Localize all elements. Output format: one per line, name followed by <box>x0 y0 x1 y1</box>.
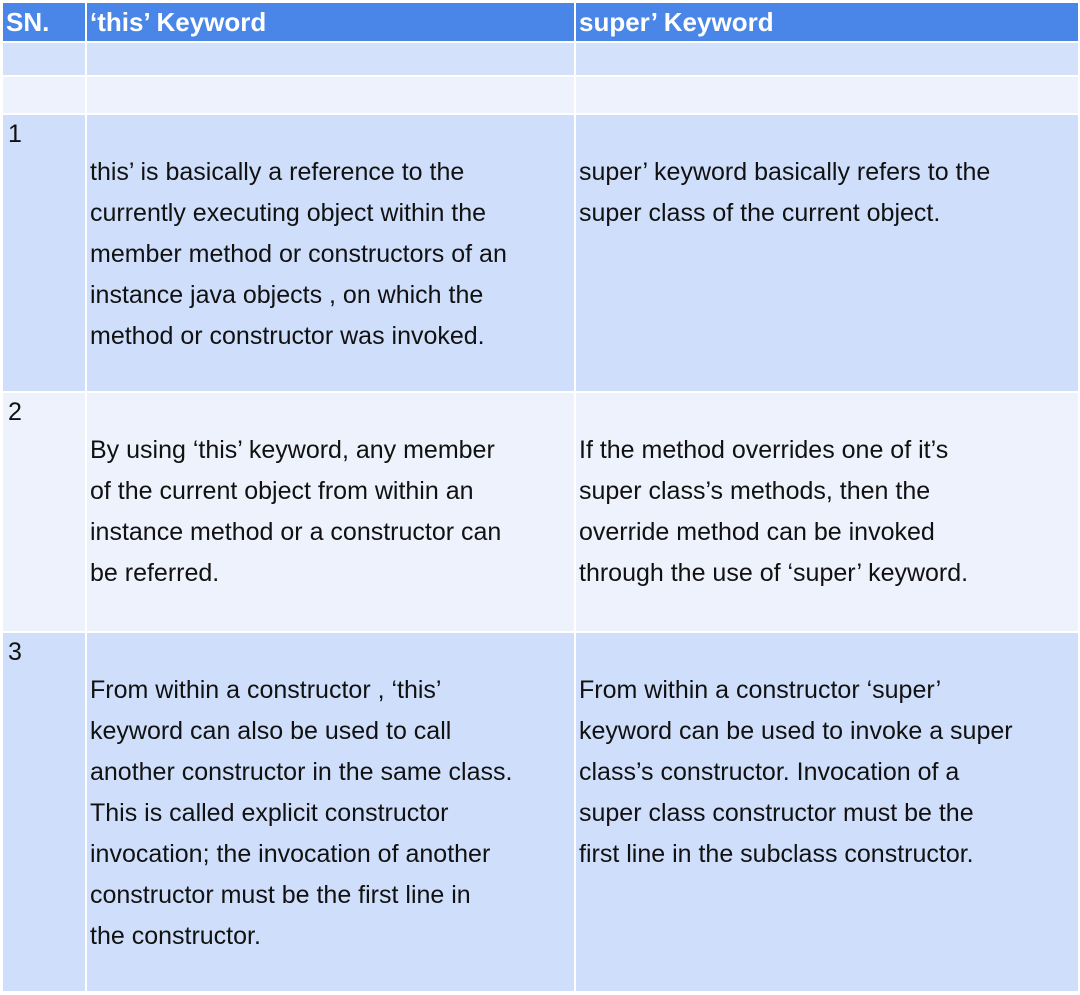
comparison-table <box>3 3 1074 991</box>
row-3-this-text: From within a constructor , ‘this’ keyword can also be used to call another constructor in the same class. This is called explicit constructor invocation; the invocation of another constructor must be the first line in the constructor. <box>90 676 513 950</box>
row-3-super-text: From within a constructor ‘super’ keyword can be used to invoke a super class’s constructor. Invocation of a super class constructor must be the first line in the subclass constructor. <box>579 676 1013 868</box>
row-2-this-text: By using ‘this’ keyword, any member of the current object from within an instance method or a constructor can be referred. <box>90 436 502 587</box>
row-1-this-description <box>87 113 574 391</box>
row-2-this-description <box>87 391 574 631</box>
row-3-this-description <box>87 631 574 991</box>
blank-cell <box>87 75 574 113</box>
blank-cell <box>87 41 574 75</box>
header-super-keyword: super’ Keyword <box>576 3 1078 41</box>
row-2-super-description <box>576 391 1078 631</box>
row-1-super-text: super’ keyword basically refers to the super class of the current object. <box>579 158 991 227</box>
row-3-super-description <box>576 631 1078 991</box>
row-1-sn: 1 <box>3 113 85 391</box>
blank-cell <box>3 75 85 113</box>
row-2-super-text: If the method overrides one of it’s super class’s methods, then the override method can be invoked through the use of ‘super’ keyword. <box>579 436 969 587</box>
row-1-this-text: this’ is basically a reference to the currently executing object within the member method or constructors of an instance java objects , on which the method or constructor was invoked. <box>90 158 507 350</box>
blank-cell <box>576 41 1078 75</box>
row-3-sn: 3 <box>3 631 85 991</box>
blank-cell <box>576 75 1078 113</box>
header-sn: SN. <box>3 3 85 41</box>
row-2-sn: 2 <box>3 391 85 631</box>
blank-cell <box>3 41 85 75</box>
row-1-super-description <box>576 113 1078 391</box>
header-this-keyword: ‘this’ Keyword <box>87 3 574 41</box>
